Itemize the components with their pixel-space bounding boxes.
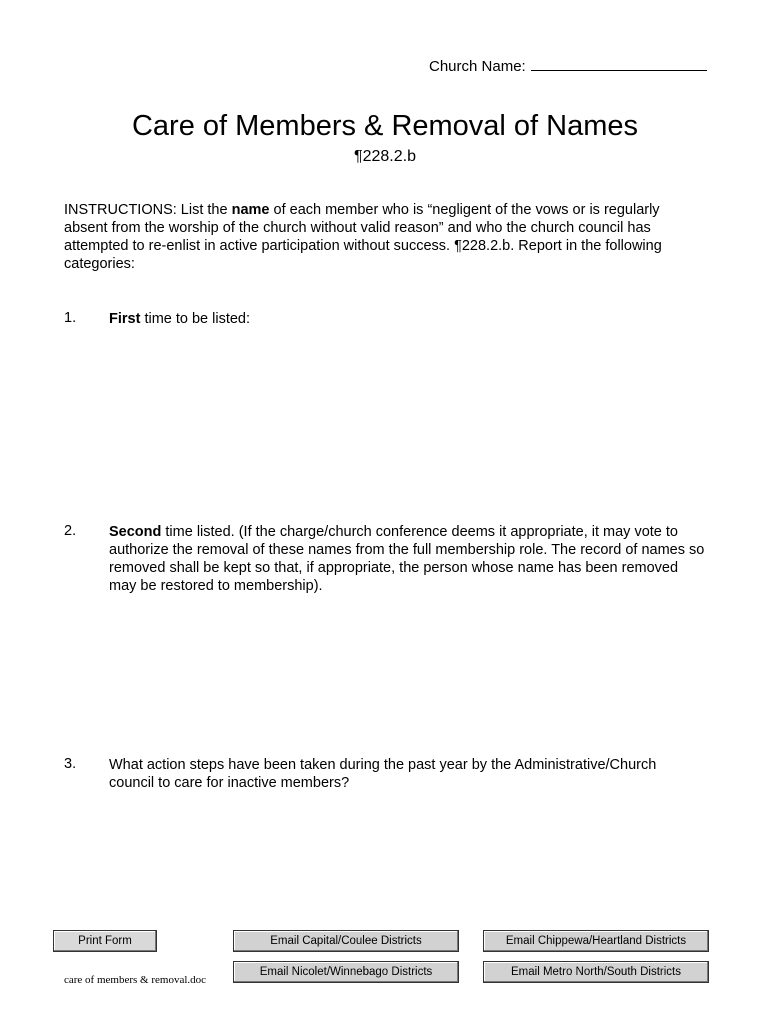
item-2-number: 2. [64, 523, 77, 539]
page-title: Care of Members & Removal of Names [131, 110, 639, 142]
email-nicolet-winnebago-button[interactable]: Email Nicolet/Winnebago Districts [233, 961, 459, 983]
item-3-number: 3. [64, 756, 77, 772]
item-2-text [109, 523, 709, 595]
item-1-bold: First [109, 311, 141, 327]
item-1-number: 1. [64, 310, 77, 326]
item-3-body: What action steps have been taken during the past year by the Administrative/Church council to care for inactive members? [109, 757, 657, 791]
church-name-blank-line[interactable] [531, 56, 707, 71]
item-2-bold: Second [109, 524, 162, 540]
instructions-text [64, 201, 704, 273]
item-1-text [109, 310, 709, 328]
item-1-body: time to be listed: [140, 311, 251, 327]
email-chippewa-heartland-button[interactable]: Email Chippewa/Heartland Districts [483, 930, 709, 952]
paragraph-reference: ¶228.2.b [354, 148, 416, 165]
item-3-text [109, 756, 699, 792]
instructions-prefix: INSTRUCTIONS: List the [64, 202, 232, 218]
instructions-bold-name: name [231, 202, 270, 218]
instructions-suffix: of each member who is “negligent of the vows or is regularly absent from the worship of the church without valid reason” and who the church council has attempted to re-enlist in active participation without success. ¶228.2.b. Report in the following categories: [64, 202, 662, 272]
church-name-label: Church Name: [429, 58, 526, 75]
email-capital-coulee-button[interactable]: Email Capital/Coulee Districts [233, 930, 459, 952]
item-2-body: time listed. (If the charge/church conference deems it appropriate, it may vote to authorize the removal of these names from the full membership role. The record of names so removed shall be kept so that, if appropriate, the person whose name has been removed may be restored to membership). [109, 524, 705, 594]
print-form-button[interactable]: Print Form [53, 930, 157, 952]
email-metro-north-south-button[interactable]: Email Metro North/South Districts [483, 961, 709, 983]
church-name-field [429, 56, 707, 75]
footer-filename: care of members & removal.doc [64, 974, 207, 986]
